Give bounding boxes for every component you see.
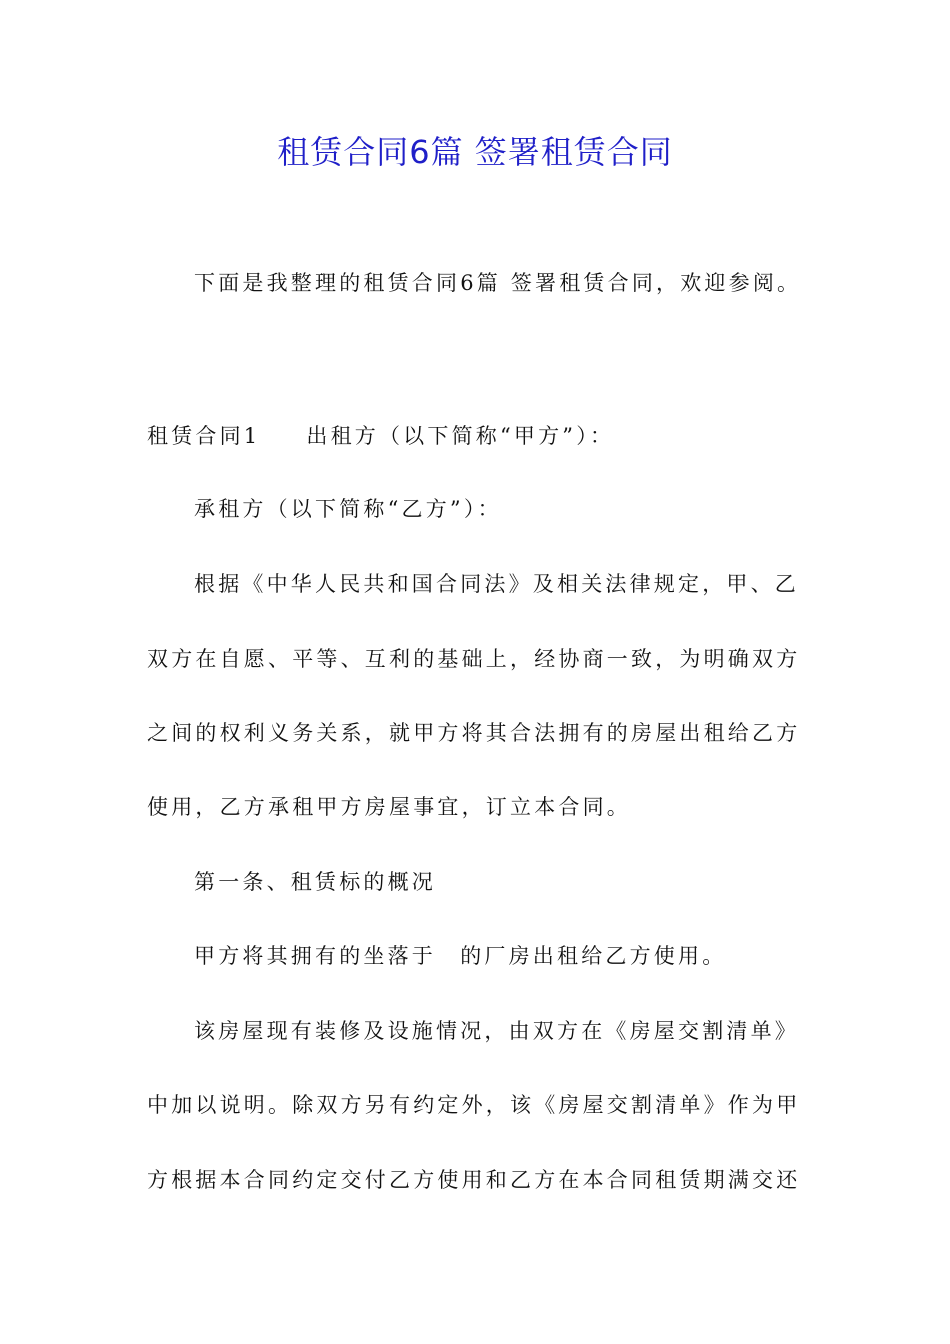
- paragraph-line: 中加以说明。除双方另有约定外，该《房屋交割清单》作为甲: [147, 1093, 801, 1117]
- lessee-label: 承租方（以下简称“乙方”）：: [194, 497, 502, 521]
- lessor-label: 出租方（以下简称“甲方”）：: [306, 424, 615, 448]
- paragraph-line: 使用，乙方承租甲方房屋事宜，订立本合同。: [147, 795, 631, 819]
- paragraph-line: 根据《中华人民共和国合同法》及相关法律规定，甲、乙: [194, 572, 799, 596]
- paragraph-line: 该房屋现有装修及设施情况，由双方在《房屋交割清单》: [194, 1019, 799, 1043]
- intro-paragraph: 下面是我整理的租赁合同6篇 签署租赁合同，欢迎参阅。: [194, 271, 802, 295]
- paragraph-line: 双方在自愿、平等、互利的基础上，经协商一致，为明确双方: [147, 647, 801, 671]
- article-title: 第一条、租赁标的概况: [194, 870, 436, 894]
- article-text: 甲方将其拥有的坐落于 的厂房出租给乙方使用。: [194, 944, 727, 968]
- document-title: 租赁合同6篇 签署租赁合同: [277, 133, 673, 171]
- paragraph-line: 之间的权利义务关系，就甲方将其合法拥有的房屋出租给乙方: [147, 721, 801, 745]
- contract-heading: 租赁合同1: [147, 424, 261, 448]
- paragraph-line: 方根据本合同约定交付乙方使用和乙方在本合同租赁期满交还: [147, 1168, 801, 1192]
- contract-1-header-line: [147, 421, 807, 451]
